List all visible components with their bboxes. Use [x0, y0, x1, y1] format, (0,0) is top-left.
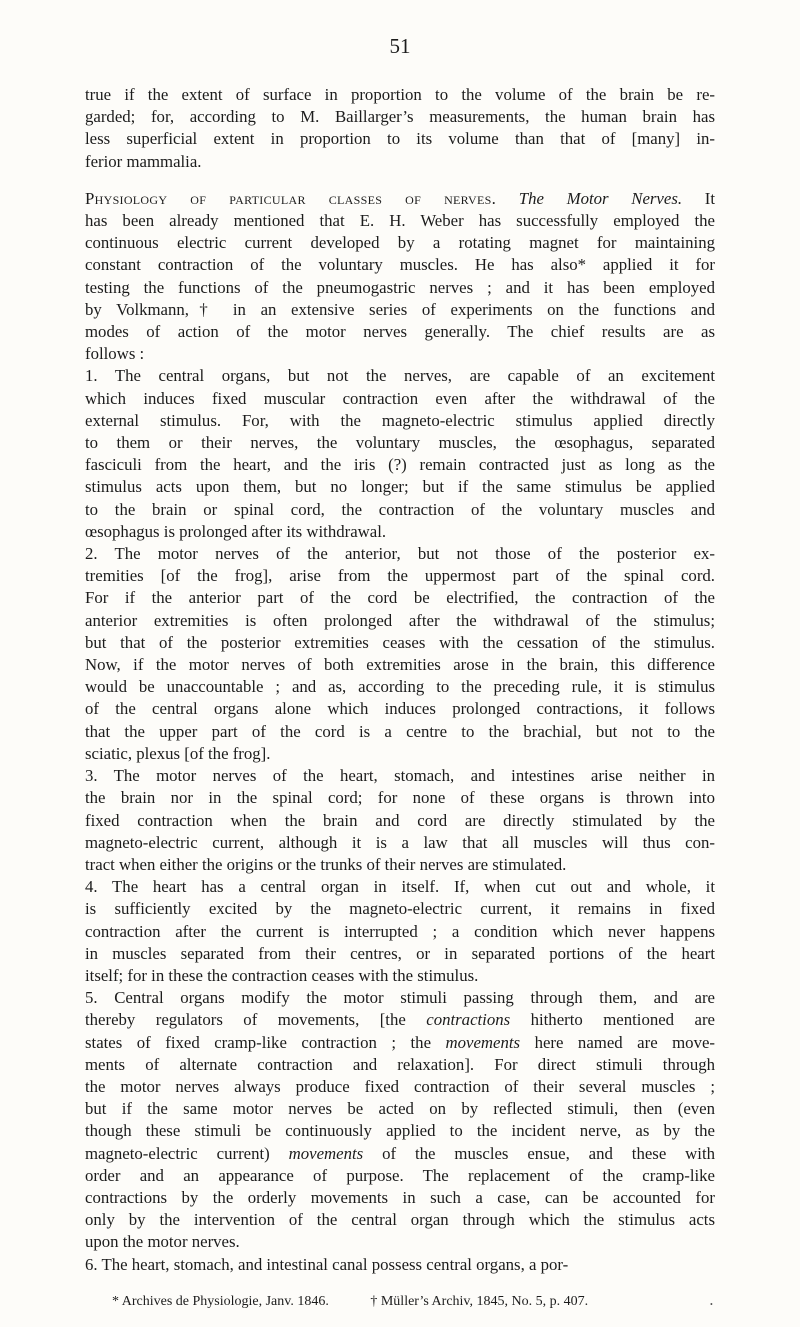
text-line: contractions by the orderly movements in such a case, can be accounted for: [85, 1187, 715, 1207]
text-line: upon the motor nerves.: [85, 1232, 240, 1252]
text-line: the motor nerves always produce fixed contraction of their several muscles ;: [85, 1076, 715, 1096]
text-line: 4. The heart has a central organ in itself. If, when cut out and whole, it: [85, 877, 715, 897]
text-line: to them or their nerves, the voluntary muscles, the œsophagus, separated: [85, 433, 715, 453]
text-line: anterior extremities is often prolonged after the withdrawal of the stimulus;: [85, 610, 715, 630]
section-heading-line: [85, 188, 715, 210]
heading-continuation: It: [704, 188, 715, 208]
text-line: For if the anterior part of the cord be electrified, the contraction of the: [85, 588, 715, 608]
text-line: is sufficiently excited by the magneto-electric current, it remains in fixed: [85, 899, 715, 919]
text-line: though these stimuli be continuously applied to the incident nerve, as by the: [85, 1121, 715, 1141]
text-line: 3. The motor nerves of the heart, stomach, and intestines arise neither in: [85, 766, 715, 786]
body-text: [85, 84, 715, 1276]
text-line: garded; for, according to M. Baillarger’s measurements, the human brain has: [85, 107, 715, 127]
text-line: contraction after the current is interrupted ; a condition which never happens: [85, 921, 715, 941]
footnote-archives: * Archives de Physiologie, Janv. 1846.: [112, 1294, 329, 1309]
text-line: tract when either the origins or the trunks of their nerves are stimulated.: [85, 854, 567, 874]
text-line: fixed contraction when the brain and cord are directly stimulated by the: [85, 810, 715, 830]
text-line: but that of the posterior extremities ceases with the cessation of the stimulus.: [85, 632, 715, 652]
text-line: has been already mentioned that E. H. Weber has successfully employed the: [85, 211, 715, 231]
text-line: of the central organs alone which induces prolonged contractions, it follows: [85, 699, 715, 719]
text-line: which induces fixed muscular contraction even after the withdrawal of the: [85, 388, 715, 408]
text-line: in muscles separated from their centres, or in separated portions of the heart: [85, 943, 715, 963]
text-line: 6. The heart, stomach, and intestinal canal possess central organs, a por-: [85, 1254, 569, 1274]
text-line: fasciculi from the heart, and the iris (?) remain contracted just as long as the: [85, 455, 715, 475]
section-subheading: The Motor Nerves.: [518, 188, 683, 208]
text-line: 5. Central organs modify the motor stimuli passing through them, and are: [85, 988, 715, 1008]
text-line: true if the extent of surface in proportion to the volume of the brain be re-: [85, 85, 715, 104]
footnote-muller: † Müller’s Archiv, 1845, No. 5, p. 407.: [370, 1294, 589, 1309]
text-line: to the brain or spinal cord, the contraction of the voluntary muscles and: [85, 499, 715, 519]
text-line: the brain nor in the spinal cord; for none of these organs is thrown into: [85, 788, 715, 808]
text-line: order and an appearance of purpose. The replacement of the cramp-like: [85, 1165, 715, 1185]
paragraph-gap: [85, 173, 715, 188]
text-line: stimulus acts upon them, but no longer; but if the same stimulus be applied: [85, 477, 715, 497]
text-line: œsophagus is prolonged after its withdrawal.: [85, 521, 387, 541]
text-line: 1. The central organs, but not the nerves, are capable of an excitement: [85, 366, 715, 386]
text-line: by Volkmann,† in an extensive series of experiments on the functions and: [85, 299, 715, 319]
footnotes: [112, 1294, 712, 1310]
text-line: less superficial extent in proportion to its volume than that of [many] in-: [85, 129, 715, 149]
text-line: tremities [of the frog], arise from the uppermost part of the spinal cord.: [85, 566, 715, 586]
text-line: Now, if the motor nerves of both extremities arose in the brain, this difference: [85, 655, 715, 675]
text-line: continuous electric current developed by a rotating magnet for maintaining: [85, 233, 715, 253]
text-line: only by the intervention of the central organ through which the stimulus acts: [85, 1210, 715, 1230]
text-line: magneto-electric current, although it is a law that all muscles will thus con-: [85, 832, 715, 852]
section-heading: Physiology of particular classes of nerves.: [85, 188, 497, 208]
text-line: testing the functions of the pneumogastric nerves ; and it has been employed: [85, 277, 715, 297]
page-number: 51: [389, 34, 411, 58]
text-line: that the upper part of the cord is a centre to the brachial, but not to the: [85, 721, 715, 741]
text-line: would be unaccountable ; and as, according to the preceding rule, it is stimulus: [85, 677, 715, 697]
text-line: itself; for in these the contraction ceases with the stimulus.: [85, 965, 479, 985]
text-line: constant contraction of the voluntary muscles. He has also* applied it for: [85, 255, 715, 275]
text-line: sciatic, plexus [of the frog].: [85, 743, 271, 763]
text-line: thereby regulators of movements, [the contractions hitherto mentioned are: [85, 1010, 715, 1030]
text-line: but if the same motor nerves be acted on by reflected stimuli, then (even: [85, 1099, 715, 1119]
text-line: magneto-electric current) movements of the muscles ensue, and these with: [85, 1143, 715, 1163]
text-line: external stimulus. For, with the magneto-electric stimulus applied directly: [85, 410, 715, 430]
text-line: follows :: [85, 344, 145, 364]
margin-mark: •: [710, 1300, 713, 1309]
text-line: modes of action of the motor nerves generally. The chief results are as: [85, 322, 715, 342]
text-line: ferior mammalia.: [85, 151, 202, 171]
text-line: 2. The motor nerves of the anterior, but not those of the posterior ex-: [85, 544, 715, 564]
text-line: states of fixed cramp-like contraction ; the movements here named are move-: [85, 1032, 716, 1052]
text-line: ments of alternate contraction and relaxation]. For direct stimuli through: [85, 1054, 715, 1074]
